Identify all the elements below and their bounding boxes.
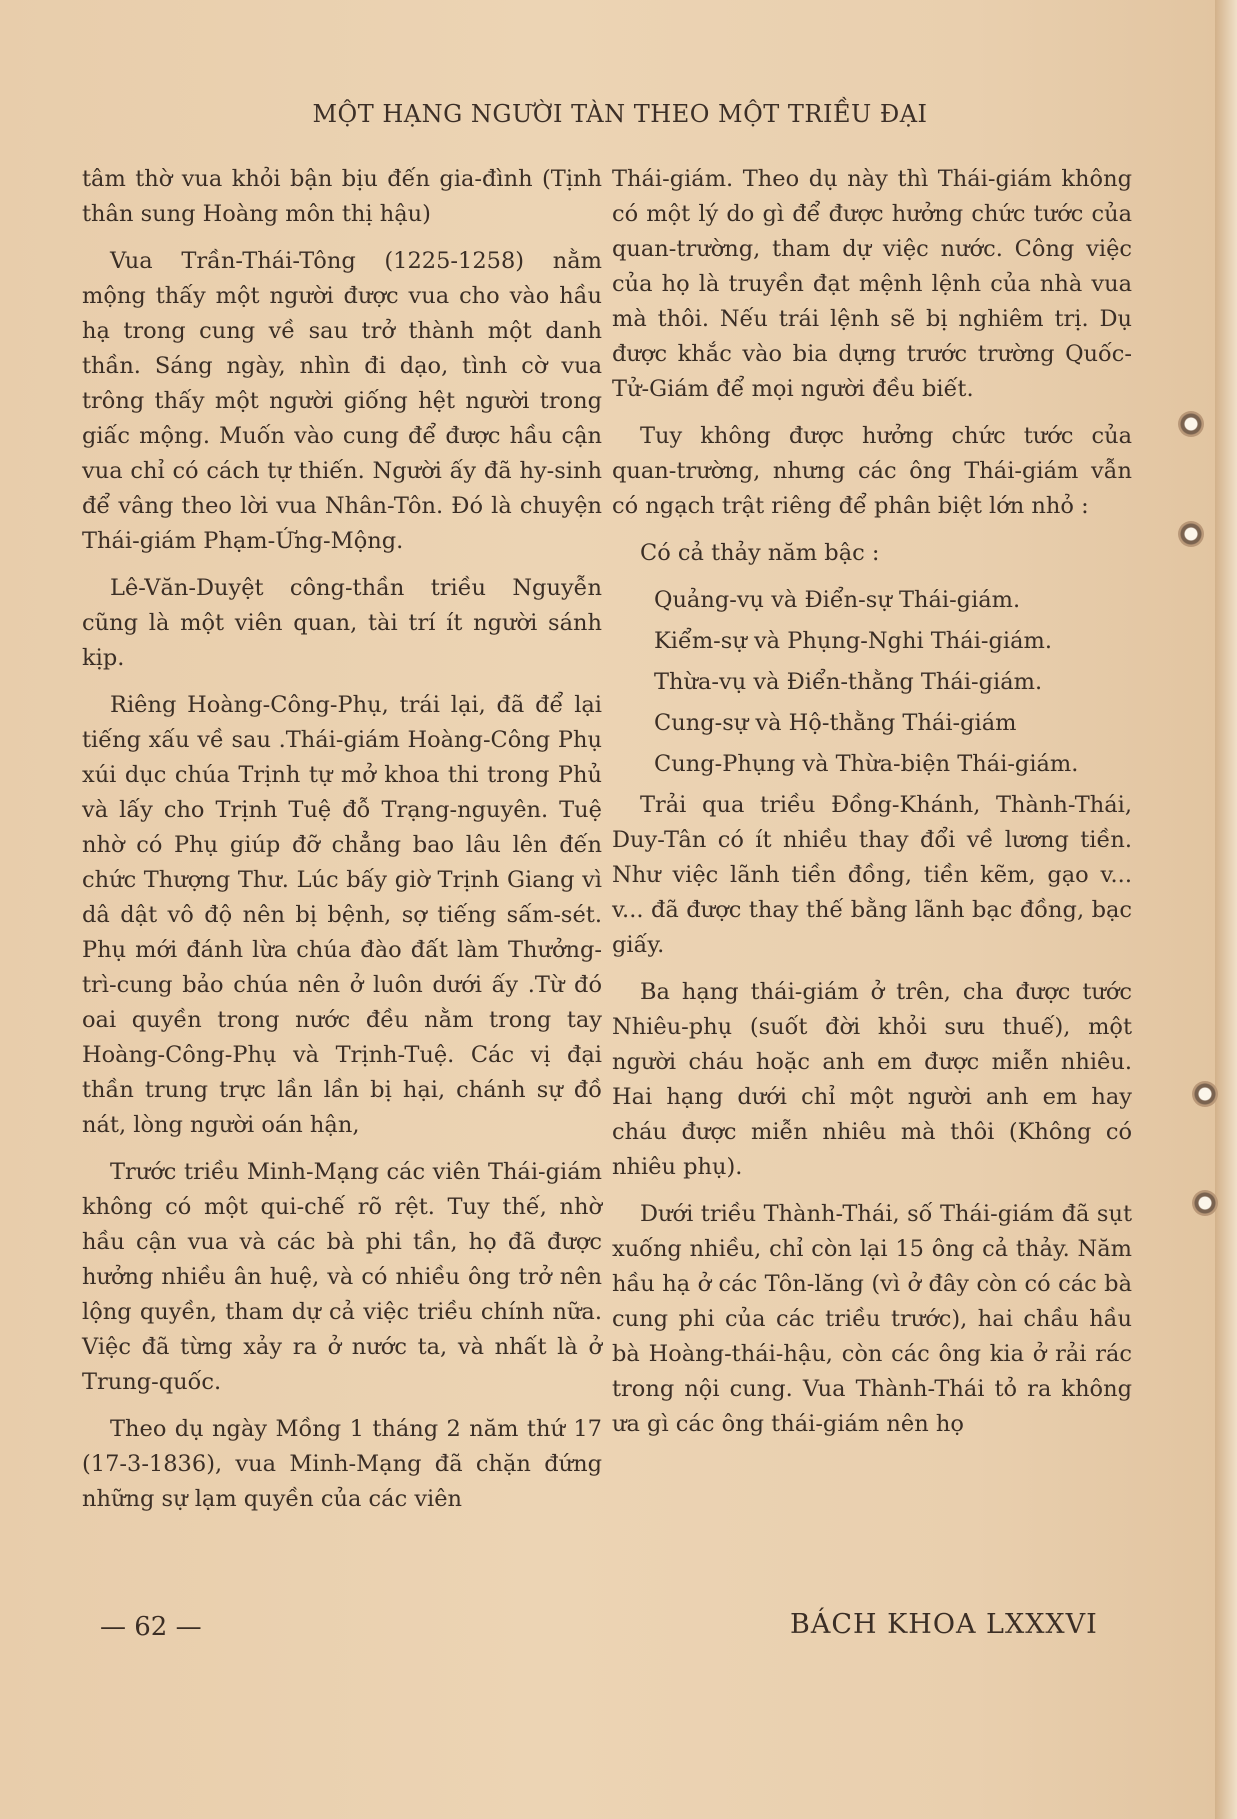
page-edge <box>1215 0 1237 1819</box>
binding-hole <box>1192 1081 1218 1107</box>
paragraph: Ba hạng thái-giám ở trên, cha được tước Nhiêu-phụ (suốt đời khỏi sưu thuế), một người cháu hoặc anh em được miễn nhiêu. Hai hạng dưới chỉ một người anh em hay cháu được miễn nhiêu mà thôi (Không có nhiêu phụ). <box>612 979 1132 1180</box>
binding-hole <box>1178 521 1204 547</box>
paragraph: Dưới triều Thành-Thái, số Thái-giám đã sụt xuống nhiều, chỉ còn lại 15 ông cả thảy. Năm hầu hạ ở các Tôn-lăng (vì ở đây còn có các bà cung phi của các triều trước), hai chầu hầu bà Hoàng-thái-hậu, còn các ông kia ở rải rác trong nội cung. Vua Thành-Thái tỏ ra không ưa gì các ông thái-giám nên họ <box>612 1201 1132 1437</box>
right-column <box>612 162 1132 1454</box>
paragraph: Theo dụ ngày Mồng 1 tháng 2 năm thứ 17 (17-3-1836), vua Minh-Mạng đã chặn đứng những sự lạm quyền của các viên <box>82 1416 602 1512</box>
binding-hole <box>1178 411 1204 437</box>
page-number: — 62 — <box>100 1612 202 1642</box>
paragraph: Trước triều Minh-Mạng các viên Thái-giám không có một qui-chế rõ rệt. Tuy thế, nhờ hầu cận vua và các bà phi tần, họ đã được hưởng nhiều ân huệ, và có nhiều ông trở nên lộng quyền, tham dự cả việc triều chính nữa. Việc đã từng xảy ra ở nước ta, và nhất là ở Trung-quốc. <box>82 1159 602 1395</box>
paragraph: Thái-giám. Theo dụ này thì Thái-giám không có một lý do gì để được hưởng chức tước của quan-trường, tham dự việc nước. Công việc của họ là truyền đạt mệnh lệnh của nhà vua mà thôi. Nếu trái lệnh sẽ bị nghiêm trị. Dụ được khắc vào bia dựng trước trường Quốc-Tử-Giám để mọi người đều biết. <box>612 166 1132 402</box>
binding-hole <box>1192 1190 1218 1216</box>
magazine-name: BÁCH KHOA LXXXVI <box>790 1609 1098 1640</box>
rank-item: Kiểm-sự và Phụng-Nghi Thái-giám. <box>654 628 1053 654</box>
paragraph: Có cả thảy năm bậc : <box>640 540 880 566</box>
paragraph: Vua Trần-Thái-Tông (1225-1258) nằm mộng thấy một người được vua cho vào hầu hạ trong cung về sau trở thành một danh thần. Sáng ngày, nhìn đi dạo, tình cờ vua trông thấy một người giống hệt người trong giấc mộng. Muốn vào cung để được hầu cận vua chỉ có cách tự thiến. Người ấy đã hy-sinh để vâng theo lời vua Nhân-Tôn. Đó là chuyện Thái-giám Phạm-Ứng-Mộng. <box>82 248 602 554</box>
paragraph: tâm thờ vua khỏi bận bịu đến gia-đình (Tịnh thân sung Hoàng môn thị hậu) <box>82 166 602 227</box>
rank-item: Quảng-vụ và Điển-sự Thái-giám. <box>654 587 1021 613</box>
rank-item: Thừa-vụ và Điển-thằng Thái-giám. <box>654 669 1043 695</box>
paragraph: Trải qua triều Đồng-Khánh, Thành-Thái, Duy-Tân có ít nhiều thay đổi về lương tiền. Như việc lãnh tiền đồng, tiền kẽm, gạo v... v... đã được thay thế bằng lãnh bạc đồng, bạc giấy. <box>612 792 1132 958</box>
rank-item: Cung-sự và Hộ-thằng Thái-giám <box>654 710 1017 736</box>
running-header: MỘT HẠNG NGƯỜI TÀN THEO MỘT TRIỀU ĐẠI <box>312 100 928 128</box>
paragraph: Tuy không được hưởng chức tước của quan-trường, nhưng các ông Thái-giám vẫn có ngạch trật riêng để phân biệt lớn nhỏ : <box>612 423 1132 519</box>
paragraph: Lê-Văn-Duyệt công-thần triều Nguyễn cũng là một viên quan, tài trí ít người sánh kịp. <box>82 575 602 671</box>
rank-item: Cung-Phụng và Thừa-biện Thái-giám. <box>654 751 1079 777</box>
paragraph: Riêng Hoàng-Công-Phụ, trái lại, đã để lại tiếng xấu về sau .Thái-giám Hoàng-Công Phụ xúi dục chúa Trịnh tự mở khoa thi trong Phủ và lấy cho Trịnh Tuệ đỗ Trạng-nguyên. Tuệ nhờ có Phụ giúp đỡ chẳng bao lâu lên đến chức Thượng Thư. Lúc bấy giờ Trịnh Giang vì dâ dật vô độ nên bị bệnh, sợ tiếng sấm-sét. Phụ mới đánh lừa chúa đào đất làm Thưởng-trì-cung bảo chúa nên ở luôn dưới ấy .Từ đó oai quyền trong nước đều nằm trong tay Hoàng-Công-Phụ và Trịnh-Tuệ. Các vị đại thần trung trực lần lần bị hại, chánh sự đồ nát, lòng người oán hận, <box>82 692 602 1138</box>
left-column <box>82 162 602 1529</box>
